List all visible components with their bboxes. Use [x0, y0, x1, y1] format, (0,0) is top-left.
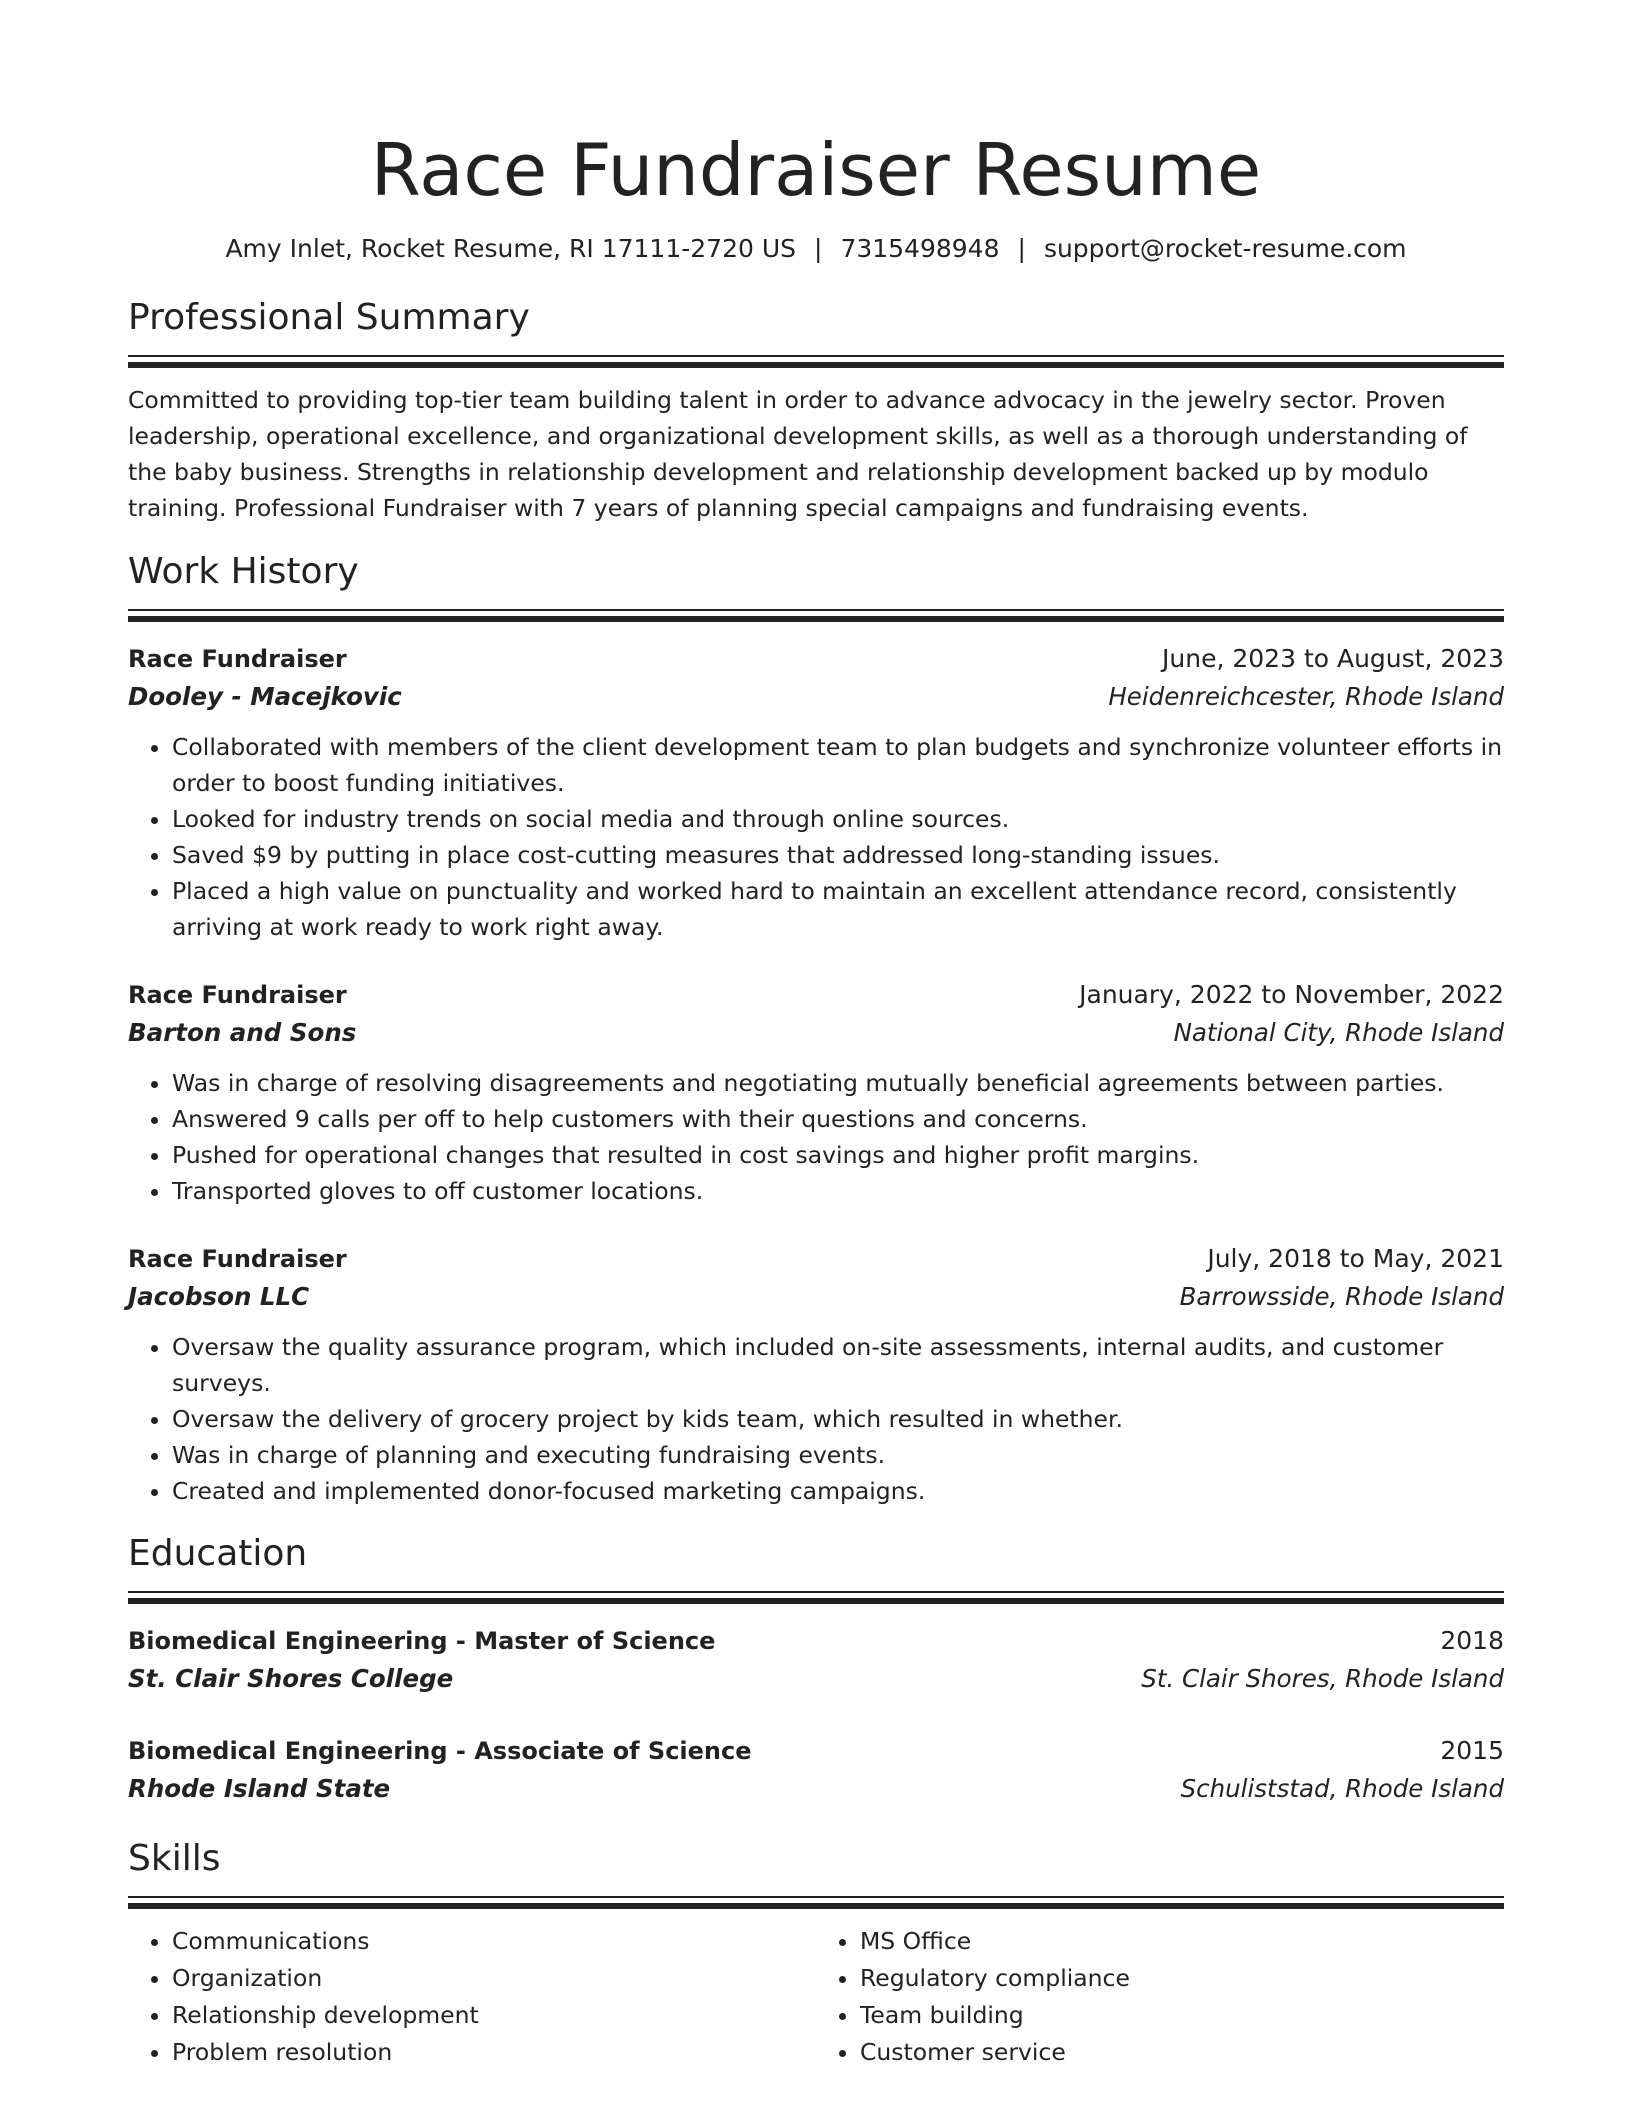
education-section	[128, 1531, 1504, 1808]
education-year: 2018	[1440, 1626, 1504, 1655]
job-company: Jacobson LLC	[128, 1282, 310, 1311]
list-item: • Placed a high value on punctuality and worked hard to maintain an excellent attendance record, consistently arriving at work ready to work right away.	[172, 873, 1504, 945]
list-item: • Customer service	[860, 2034, 1504, 2071]
job-company-row	[128, 1278, 1504, 1316]
contact-phone: 7315498948	[840, 234, 1000, 263]
job-company-row	[128, 1014, 1504, 1052]
list-item: • Pushed for operational changes that resulted in cost savings and higher profit margins.	[172, 1137, 1504, 1173]
job-title: Race Fundraiser	[128, 981, 347, 1009]
section-heading-skills: Skills	[128, 1838, 221, 1879]
education-entry	[128, 1732, 1504, 1808]
list-item: • Collaborated with members of the client development team to plan budgets and synchronize volunteer efforts in order to boost funding initiatives.	[172, 729, 1504, 801]
skills-right-column	[816, 1923, 1504, 2071]
list-item: • Created and implemented donor-focused marketing campaigns.	[172, 1473, 1504, 1509]
education-location: St. Clair Shores, Rhode Island	[1141, 1664, 1504, 1693]
list-item: • Relationship development	[172, 1997, 816, 2034]
education-school: Rhode Island State	[128, 1774, 391, 1803]
list-item: • Communications	[172, 1923, 816, 1960]
education-degree: Biomedical Engineering - Associate of Science	[128, 1737, 752, 1765]
job-entry	[128, 976, 1504, 1209]
education-school: St. Clair Shores College	[128, 1664, 454, 1693]
job-title: Race Fundraiser	[128, 645, 347, 673]
list-item: • Oversaw the quality assurance program, which included on-site assessments, internal audits, and customer surveys.	[172, 1329, 1504, 1401]
job-location: Barrowsside, Rhode Island	[1179, 1282, 1504, 1311]
job-header-row	[128, 1240, 1504, 1278]
job-company: Barton and Sons	[128, 1018, 357, 1047]
education-header-row	[128, 1622, 1504, 1660]
section-heading-education: Education	[128, 1533, 308, 1574]
section-divider	[128, 1591, 1504, 1604]
section-divider	[128, 1896, 1504, 1909]
contact-separator: |	[814, 234, 823, 263]
job-location: Heidenreichcester, Rhode Island	[1108, 682, 1504, 711]
education-entry	[128, 1622, 1504, 1698]
list-item: • Transported gloves to off customer locations.	[172, 1173, 1504, 1209]
list-item: • Saved $9 by putting in place cost-cutting measures that addressed long-standing issues.	[172, 837, 1504, 873]
job-entry	[128, 640, 1504, 945]
list-item: • Oversaw the delivery of grocery project by kids team, which resulted in whether.	[172, 1401, 1504, 1437]
job-dates: January, 2022 to November, 2022	[1079, 980, 1504, 1009]
contact-separator: |	[1017, 234, 1026, 263]
job-header-row	[128, 640, 1504, 678]
section-divider	[128, 609, 1504, 622]
skills-section	[128, 1836, 1504, 2071]
job-location: National City, Rhode Island	[1173, 1018, 1504, 1047]
section-heading-work: Work History	[128, 551, 359, 592]
work-section	[128, 549, 1504, 1509]
education-year: 2015	[1440, 1736, 1504, 1765]
education-school-row	[128, 1770, 1504, 1808]
resume-page	[128, 0, 1504, 2071]
skills-columns	[128, 1923, 1504, 2071]
list-item: • Organization	[172, 1960, 816, 1997]
job-bullets	[128, 1329, 1504, 1509]
list-item: • Was in charge of planning and executing fundraising events.	[172, 1437, 1504, 1473]
contact-address: Amy Inlet, Rocket Resume, RI 17111-2720 US	[225, 234, 796, 263]
list-item: • Regulatory compliance	[860, 1960, 1504, 1997]
job-company-row	[128, 678, 1504, 716]
list-item: • MS Office	[860, 1923, 1504, 1960]
education-school-row	[128, 1660, 1504, 1698]
job-title: Race Fundraiser	[128, 1245, 347, 1273]
resume-title: Race Fundraiser Resume	[370, 128, 1262, 212]
section-heading-summary: Professional Summary	[128, 297, 530, 338]
education-location: Schuliststad, Rhode Island	[1180, 1774, 1504, 1803]
skills-left-column	[128, 1923, 816, 2071]
education-header-row	[128, 1732, 1504, 1770]
list-item: • Problem resolution	[172, 2034, 816, 2071]
education-degree: Biomedical Engineering - Master of Science	[128, 1627, 716, 1655]
list-item: • Answered 9 calls per off to help customers with their questions and concerns.	[172, 1101, 1504, 1137]
job-bullets	[128, 729, 1504, 945]
summary-section	[128, 295, 1504, 526]
job-bullets	[128, 1065, 1504, 1209]
contact-line	[128, 232, 1504, 266]
list-item: • Team building	[860, 1997, 1504, 2034]
job-company: Dooley - Macejkovic	[128, 682, 402, 711]
job-dates: June, 2023 to August, 2023	[1162, 644, 1504, 673]
contact-email: support@rocket-resume.com	[1043, 234, 1407, 263]
job-dates: July, 2018 to May, 2021	[1207, 1244, 1504, 1273]
list-item: • Was in charge of resolving disagreements and negotiating mutually beneficial agreements between parties.	[172, 1065, 1504, 1101]
section-divider	[128, 355, 1504, 368]
job-header-row	[128, 976, 1504, 1014]
summary-text: Committed to providing top-tier team building talent in order to advance advocacy in the jewelry sector. Proven leadership, operational excellence, and organizational development skills, as well as a thorough understanding of the baby business. Strengths in relationship development and relationship development backed up by modulo training. Professional Fundraiser with 7 years of planning special campaigns and fundraising events.	[128, 386, 1468, 522]
list-item: • Looked for industry trends on social media and through online sources.	[172, 801, 1504, 837]
job-entry	[128, 1240, 1504, 1509]
